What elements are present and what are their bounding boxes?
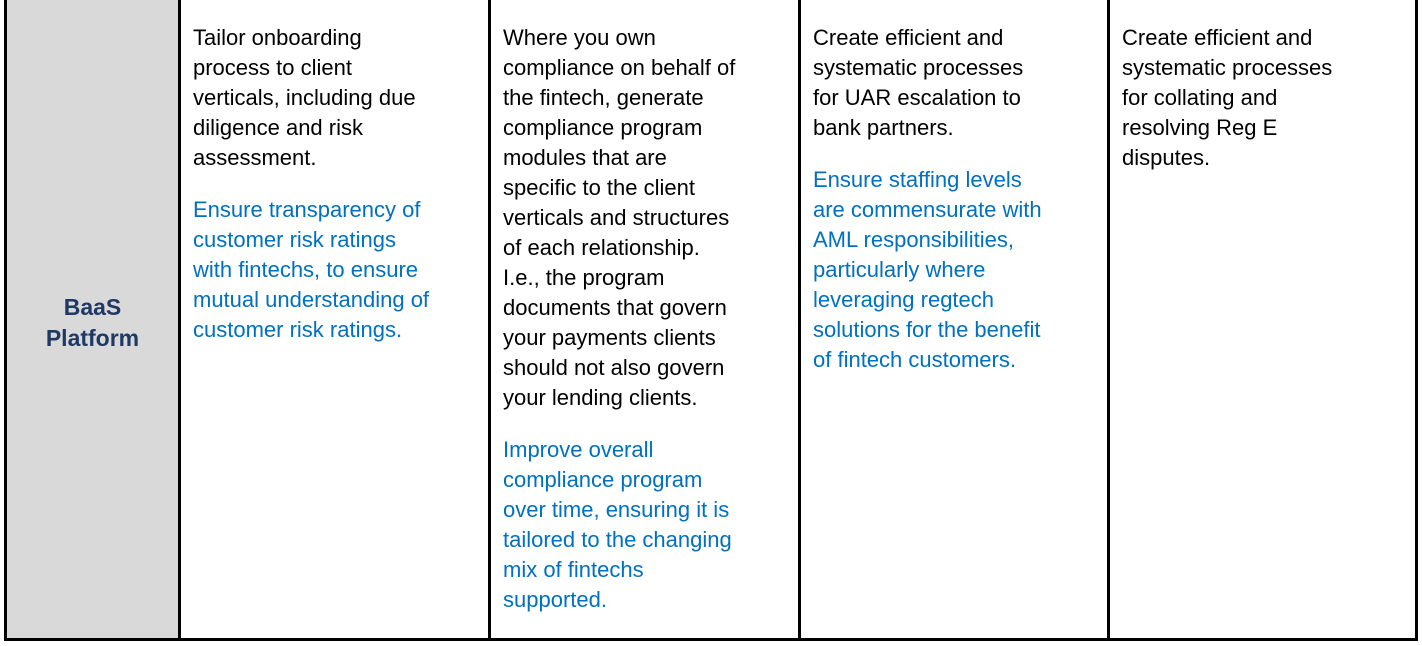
table-cell-onboarding [181, 0, 491, 638]
row-header-cell [7, 0, 181, 638]
row-header-label: BaaS Platform [45, 294, 140, 351]
cell-highlight-text: Ensure transparency of customer risk ratings with fintechs, to ensure mutual understanding of customer risk ratings. [193, 197, 430, 342]
cell-text: Create efficient and systematic processes for UAR escalation to bank partners. [813, 25, 1024, 140]
cell-highlight-text: Ensure staffing levels are commensurate with AML responsibilities, particularly where leveraging regtech solutions for the benefit of fintech customers. [813, 167, 1042, 372]
cell-text: Where you own compliance on behalf of the fintech, generate compliance program modules that are specific to the client verticals and structures of each relationship. I.e., the program documents that govern your payments clients should not also govern your lending clients. [503, 25, 736, 410]
cell-text: Tailor onboarding process to client verticals, including due diligence and risk assessment. [193, 25, 416, 170]
table-cell-reg-e-disputes [1110, 0, 1415, 638]
table-cell-compliance-program [491, 0, 801, 638]
baas-platform-table-row [4, 0, 1418, 641]
table-cell-uar-escalation [801, 0, 1110, 638]
cell-highlight-text: Improve overall compliance program over time, ensuring it is tailored to the changing mix of fintechs supported. [503, 437, 732, 612]
cell-text: Create efficient and systematic processes for collating and resolving Reg E disputes. [1122, 25, 1333, 170]
